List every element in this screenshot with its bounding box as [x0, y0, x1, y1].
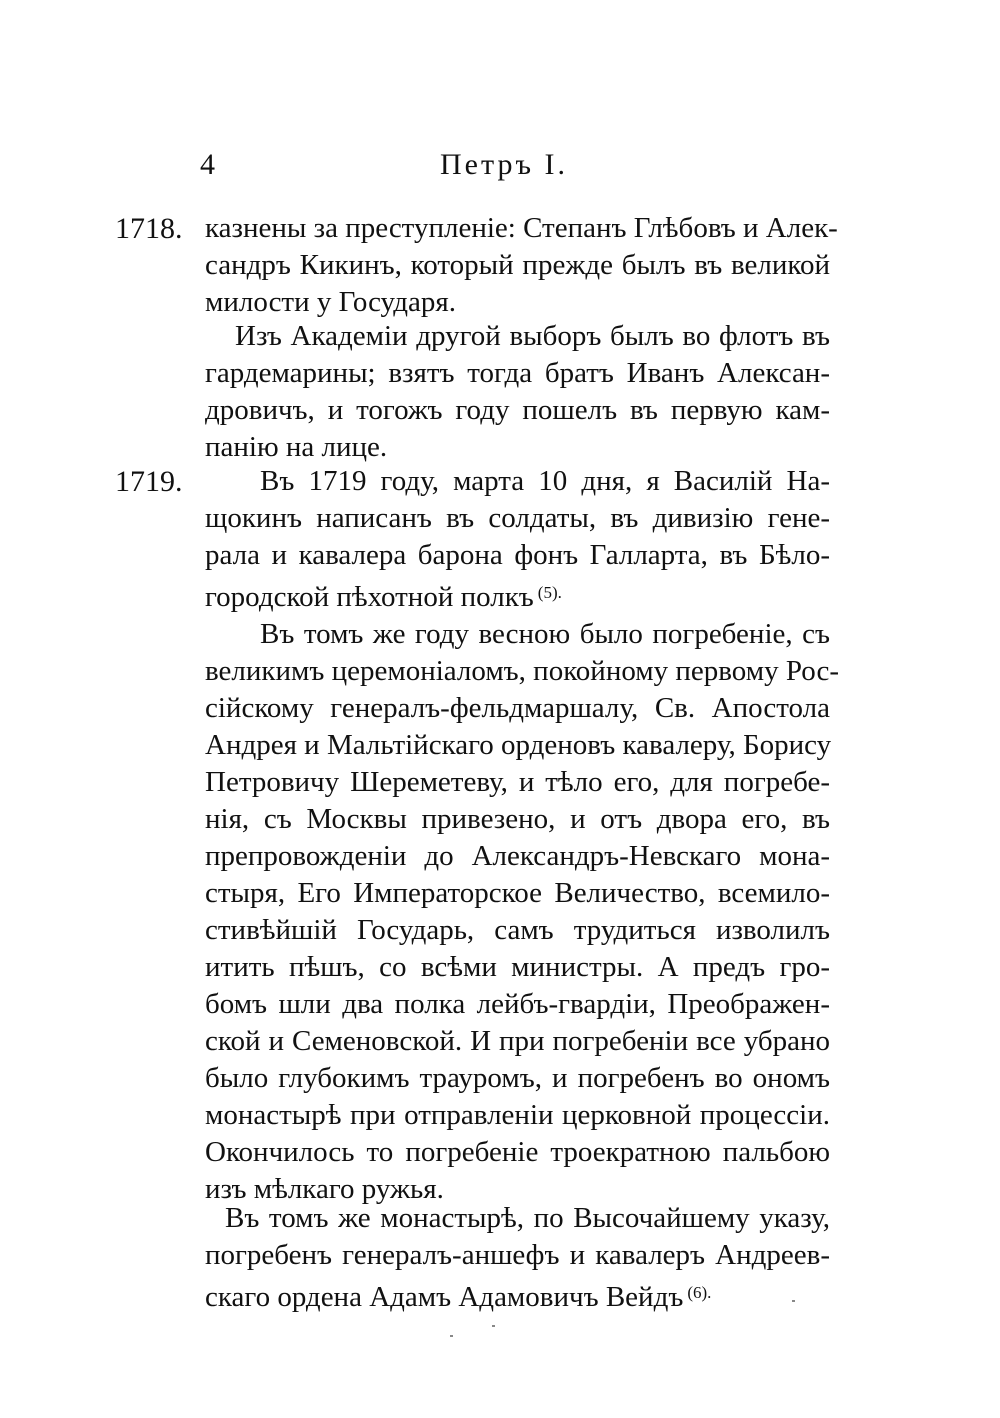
text-line: было глубокимъ трауромъ, и погребенъ во ономъ: [205, 1062, 830, 1094]
text-line: Андрея и Мальтійскаго орденовъ кавалеру, Борису: [205, 729, 832, 761]
text-line: стивѣйшій Государь, самъ трудиться изволилъ: [205, 914, 830, 946]
page-header: [0, 148, 1000, 188]
text-line: [205, 1274, 830, 1316]
text-line: препровожденіи до Александръ-Невскаго мона-: [205, 840, 830, 872]
scan-speck: [492, 1325, 495, 1327]
text-line: казнены за преступленіе: Степанъ Глѣбовъ и Алек-: [205, 212, 838, 244]
text-line: ской и Семеновской. И при погребеніи все убрано: [205, 1025, 830, 1057]
scan-speck: [792, 1300, 795, 1302]
text-line: [205, 574, 830, 616]
text-line: щокинъ написанъ въ солдаты, въ дивизію гене-: [205, 502, 830, 534]
page-number: 4: [200, 148, 215, 181]
text-line: сандръ Кикинъ, который прежде былъ въ великой: [205, 249, 830, 281]
year-1719: 1719.: [115, 465, 183, 498]
text-line: Окончилось то погребеніе троекратною пальбою: [205, 1136, 830, 1168]
text-line: изъ мѣлкаго ружья.: [205, 1173, 444, 1205]
running-title: Петръ I.: [440, 148, 568, 181]
text-line-content: скаго ордена Адамъ Адамовичъ Вейдъ: [205, 1281, 684, 1313]
footnote-marker-5: (5).: [537, 583, 562, 602]
text-line: Въ 1719 году, марта 10 дня, я Василій На-: [260, 465, 830, 497]
text-line: милости у Государя.: [205, 286, 456, 318]
text-line: бомъ шли два полка лейбъ-гвардіи, Преображен-: [205, 988, 830, 1020]
text-line: итить пѣшъ, со всѣми министры. А предъ гро-: [205, 951, 830, 983]
text-line: нія, съ Москвы привезено, и отъ двора его, въ: [205, 803, 830, 835]
text-line: гардемарины; взятъ тогда братъ Иванъ Алексан-: [205, 357, 830, 389]
text-line: погребенъ генералъ-аншефъ и кавалеръ Андреев-: [205, 1239, 830, 1271]
text-line: монастырѣ при отправленіи церковной процессіи.: [205, 1099, 830, 1131]
text-line: Въ томъ же монастырѣ, по Высочайшему указу,: [225, 1202, 830, 1234]
text-line-content: городской пѣхотной полкъ: [205, 581, 534, 613]
text-line: Изъ Академіи другой выборъ былъ во флотъ въ: [235, 320, 830, 352]
text-line: Въ томъ же году весною было погребеніе, съ: [260, 618, 830, 650]
text-line: дровичъ, и тогожъ году пошелъ въ первую кам-: [205, 394, 830, 426]
text-line: великимъ церемоніаломъ, покойному первому Рос-: [205, 655, 839, 687]
scan-speck: [450, 1335, 453, 1337]
year-1718: 1718.: [115, 212, 183, 245]
text-line: сійскому генералъ-фельдмаршалу, Св. Апостола: [205, 692, 830, 724]
text-line: Петровичу Шереметеву, и тѣло его, для погребе-: [205, 766, 830, 798]
text-line: рала и кавалера барона фонъ Галларта, въ Бѣло-: [205, 539, 830, 571]
text-line: панію на лице.: [205, 431, 388, 463]
text-line: стыря, Его Императорское Величество, всемило-: [205, 877, 830, 909]
footnote-marker-6: (6).: [687, 1283, 712, 1302]
